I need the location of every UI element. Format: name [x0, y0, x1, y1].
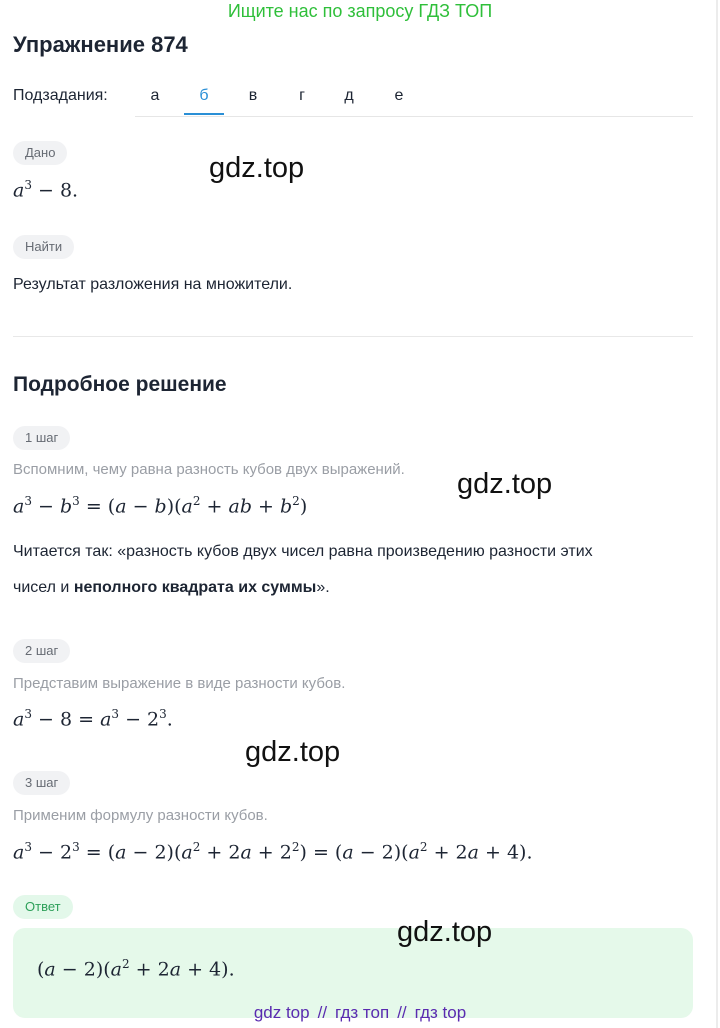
- tab-e[interactable]: е: [394, 87, 404, 104]
- given-badge: [13, 141, 67, 165]
- step-1-badge: [13, 426, 70, 450]
- section-divider: [13, 336, 693, 337]
- given-exponent: 3: [24, 178, 32, 192]
- bottom-watermark-text: gdz top: [253, 1003, 310, 1022]
- tab-a[interactable]: а: [150, 87, 160, 104]
- step-2-label: 2 шаг: [13, 639, 70, 663]
- tab-d[interactable]: д: [344, 87, 354, 104]
- watermark: gdz.top: [457, 468, 553, 500]
- given-rest: − 8.: [31, 179, 79, 202]
- step-1-hint: Вспомним, чему равна разность кубов двух выражений.: [13, 461, 405, 478]
- find-text: Результат разложения на множители.: [13, 276, 293, 293]
- step-1-note-line2: [13, 579, 330, 597]
- given-label: Дано: [13, 141, 67, 165]
- bottom-watermark-text: гдз top: [414, 1003, 467, 1022]
- top-banner: Ищите нас по запросу ГДЗ ТОП: [227, 1, 493, 21]
- watermark: gdz.top: [245, 736, 341, 768]
- given-base: a: [13, 179, 25, 202]
- answer-badge: [13, 895, 73, 919]
- bottom-watermark: [0, 1003, 720, 1023]
- answer-label: Ответ: [13, 895, 73, 919]
- solution-heading: Подробное решение: [13, 373, 227, 396]
- step-2-hint: Представим выражение в виде разности кубов.: [13, 675, 346, 692]
- step-3-hint: Применим формулу разности кубов.: [13, 807, 268, 824]
- step-1-note-line1: Читается так: «разность кубов двух чисел равна произведению разности этих: [13, 543, 593, 560]
- find-badge: [13, 235, 74, 259]
- tab-v[interactable]: в: [248, 87, 258, 104]
- page-title: Упражнение 874: [13, 32, 188, 57]
- note-text-end: ».: [316, 579, 330, 596]
- bottom-watermark-text: гдз топ: [335, 1003, 390, 1022]
- step-3-label: 3 шаг: [13, 771, 70, 795]
- bottom-watermark-sep: //: [397, 1003, 407, 1022]
- note-bold-text: неполного квадрата их суммы: [73, 579, 317, 596]
- tab-b[interactable]: б: [184, 80, 224, 115]
- step-1-label: 1 шаг: [13, 426, 70, 450]
- subtask-tabs: [135, 80, 693, 117]
- watermark: gdz.top: [209, 152, 305, 184]
- step-3-formula: $a^3 - 2^3 = (a - 2)(a^2 + 2a + 2^2) = (a - 2)(a^2 + 2a + 4)$.: [13, 840, 533, 864]
- answer-expression: $(a - 2)(a^2 + 2a + 4)$.: [37, 957, 235, 981]
- page-edge-line: [716, 0, 718, 1028]
- given-expression: [13, 178, 78, 201]
- find-label: Найти: [13, 235, 74, 259]
- watermark: gdz.top: [397, 916, 493, 948]
- tab-g[interactable]: г: [299, 87, 305, 104]
- step-3-badge: [13, 771, 70, 795]
- step-2-badge: [13, 639, 70, 663]
- note-text: чисел и: [13, 579, 74, 596]
- step-2-formula: $a^3 - 8 = a^3 - 2^3$.: [13, 707, 173, 731]
- bottom-watermark-sep: //: [317, 1003, 328, 1022]
- step-1-formula: $a^3 - b^3 = (a - b)(a^2$ + ab + $b^2$): [13, 494, 308, 518]
- subtasks-label: Подзадания:: [13, 87, 108, 104]
